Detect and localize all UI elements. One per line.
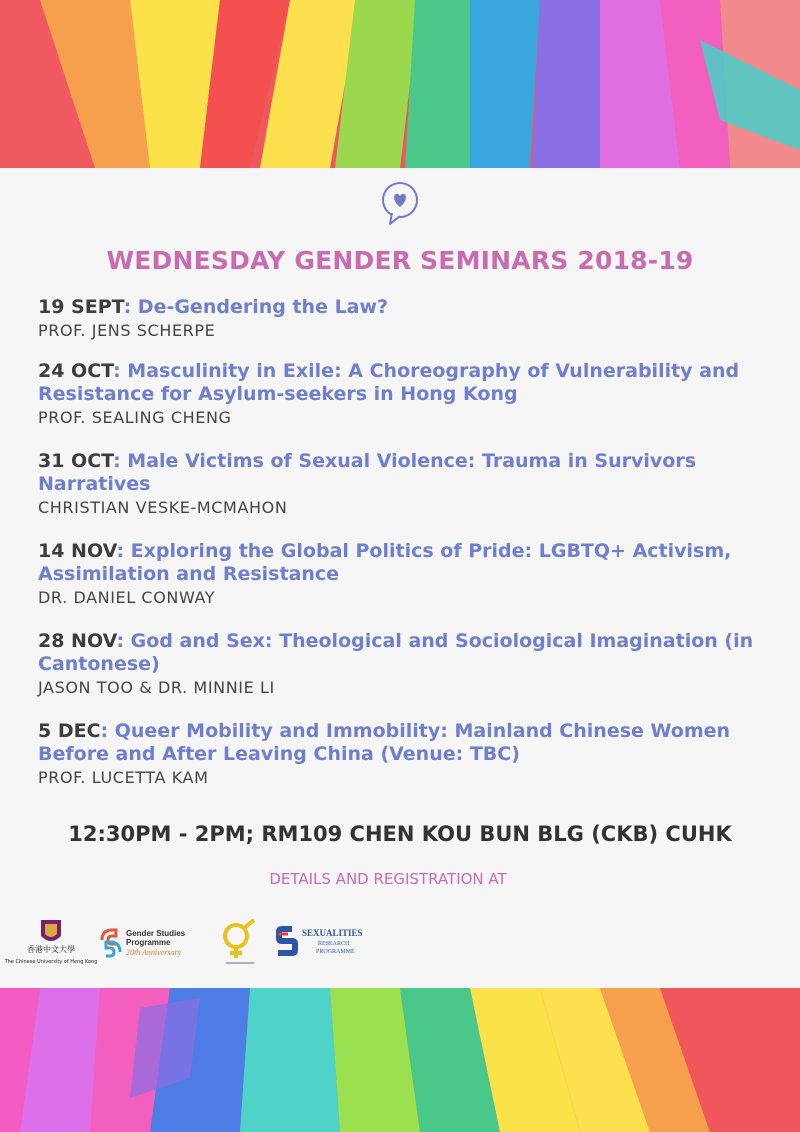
gsp-line1: Gender Studies [126, 929, 186, 938]
seminar-title: : God and Sex: Theological and Sociological Imagination (in Cantonese) [38, 630, 754, 675]
venue-info: 12:30PM - 2PM; RM109 CHEN KOU BUN BLG (CKB) CUHK [68, 822, 732, 846]
details-registration-text: DETAILS AND REGISTRATION AT [269, 870, 507, 888]
seminar-date: 5 DEC [38, 720, 101, 742]
seminar-title: : Exploring the Global Politics of Pride: LGBTQ+ Activism, Assimilation and Resistance [38, 540, 732, 585]
seminar-speaker: JASON TOO & DR. MINNIE LI [38, 678, 275, 697]
seminar-date: 19 SEPT [38, 296, 124, 318]
heart-speech-bubble-icon [378, 180, 422, 228]
gsp-line2: Programme [126, 938, 171, 947]
seminar-title: : Queer Mobility and Immobility: Mainland Chinese Women Before and After Leaving China (Venue: TBC) [38, 720, 731, 765]
srp-line3: PROGRAMME [316, 949, 355, 955]
cuhk-logo [4, 918, 98, 968]
gsp-anniversary: 20th Anniversary [126, 948, 182, 957]
seminar-item [38, 450, 768, 517]
sexualities-research-logo [272, 922, 372, 962]
seminar-item [38, 296, 768, 340]
cuhk-name-en: The Chinese University of Hong Kong [4, 959, 98, 965]
srp-line1: SEXUALITIES [302, 928, 363, 938]
rainbow-banner-top [0, 0, 800, 168]
seminar-speaker: CHRISTIAN VESKE-MCMAHON [38, 498, 288, 517]
seminar-item [38, 540, 768, 607]
seminar-date: 24 OCT [38, 360, 114, 382]
page-title: WEDNESDAY GENDER SEMINARS 2018-19 [106, 246, 694, 275]
gender-studies-logo [98, 922, 208, 964]
seminar-speaker: PROF. LUCETTA KAM [38, 768, 209, 787]
seminar-speaker: DR. DANIEL CONWAY [38, 588, 216, 607]
seminar-date: 31 OCT [38, 450, 114, 472]
rainbow-banner-bottom [0, 988, 800, 1132]
seminar-date: 28 NOV [38, 630, 117, 652]
seminar-item [38, 720, 768, 787]
seminar-speaker: PROF. SEALING CHENG [38, 408, 232, 427]
seminar-title: : Male Victims of Sexual Violence: Trauma in Survivors Narratives [38, 450, 697, 495]
seminar-title: : Masculinity in Exile: A Choreography of Vulnerability and Resistance for Asylum-seekers in Hong Kong [38, 360, 740, 405]
srp-line2: RESEARCH [318, 941, 350, 947]
seminar-speaker: PROF. JENS SCHERPE [38, 321, 216, 340]
seminar-item [38, 630, 768, 697]
gender-symbol-logo [218, 918, 260, 968]
seminar-item [38, 360, 768, 427]
cuhk-name-cn: 香港中文大學 [27, 945, 75, 954]
seminar-title: : De-Gendering the Law? [123, 296, 389, 318]
sponsor-logos [4, 918, 410, 968]
seminar-date: 14 NOV [38, 540, 117, 562]
